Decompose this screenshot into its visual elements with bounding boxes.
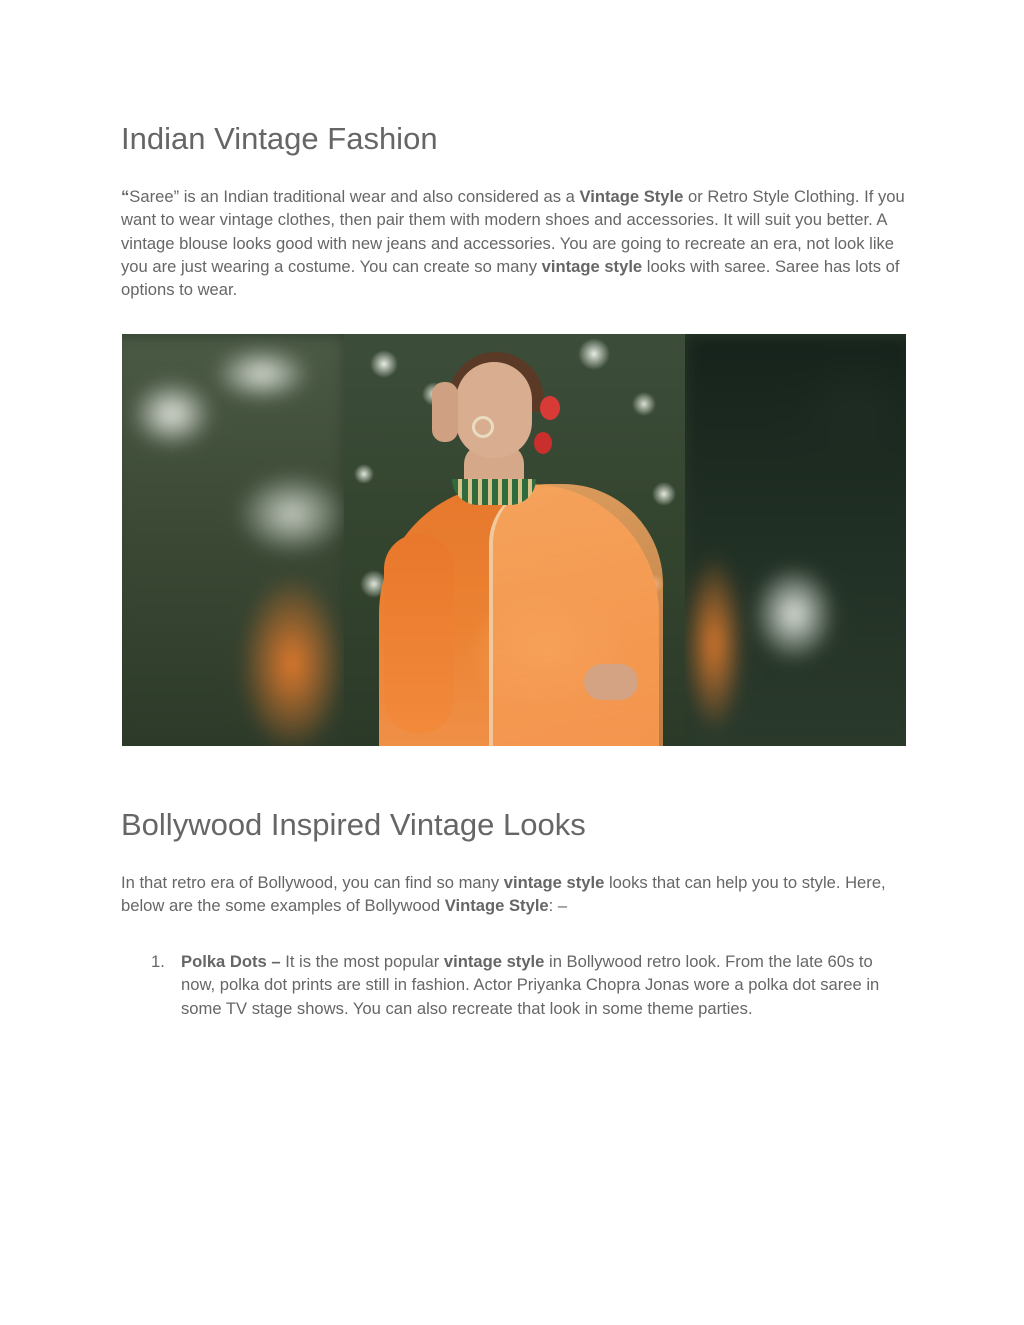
saree-photo-icon [122,334,906,746]
red-flower [540,396,560,420]
heading-bollywood-inspired: Bollywood Inspired Vintage Looks [121,807,586,842]
red-flower [534,432,552,454]
text-span: : – [548,896,568,916]
nose-ring [472,416,494,438]
list-number: 1. [151,952,165,971]
paragraph-bollywood-intro [121,871,907,918]
text-span: or Retro Style Clothing. If you want to wear vintage clothes, then pair them with modern shoes and accessories. It will suit you better. A vintage blouse looks good with new jeans and accessories. You are going to recreate an era, not look like you are just wearing a costume. You can create so many [121,187,905,276]
text-span: It is the most popular [280,952,444,971]
bold-vintage-style: vintage style [541,256,643,276]
text-span: Saree” is an Indian traditional wear and also considered as a [129,187,580,206]
bold-polka-dots: Polka Dots – [181,952,281,971]
bold-vintage-style: vintage style [503,873,605,892]
blurred-right-panel [684,334,906,746]
bold-vintage-style: vintage style [443,952,545,971]
text-span: In that retro era of Bollywood, you can find so many [121,873,504,892]
necklace [452,479,536,505]
list-item [121,950,907,1020]
face [456,362,532,458]
paragraph-saree-intro [121,185,907,301]
lower-hand [584,664,638,700]
heading-indian-vintage-fashion: Indian Vintage Fashion [121,121,438,156]
blurred-left-panel [122,334,346,746]
text-span: in Bollywood retro look. From the late 60s to now, polka dot prints are still in fashion. Actor Priyanka Chopra Jonas wore a polka dot saree in some TV stage shows. You can also recreate that look in some theme parties. [181,952,880,1018]
bold-vintage-style: Vintage Style [444,896,549,916]
dupatta-drape [489,484,663,746]
text-span: looks with saree. Saree has lots of options to wear. [121,256,900,300]
text-span: looks that can help you to style. Here, below are the some examples of Bollywood [121,873,886,916]
photo-center-panel [344,334,685,746]
numbered-list [121,950,907,1020]
raised-hand [432,382,458,442]
open-quote: “ [121,187,130,206]
bold-vintage-style: Vintage Style [579,187,684,206]
sleeve [384,534,454,734]
